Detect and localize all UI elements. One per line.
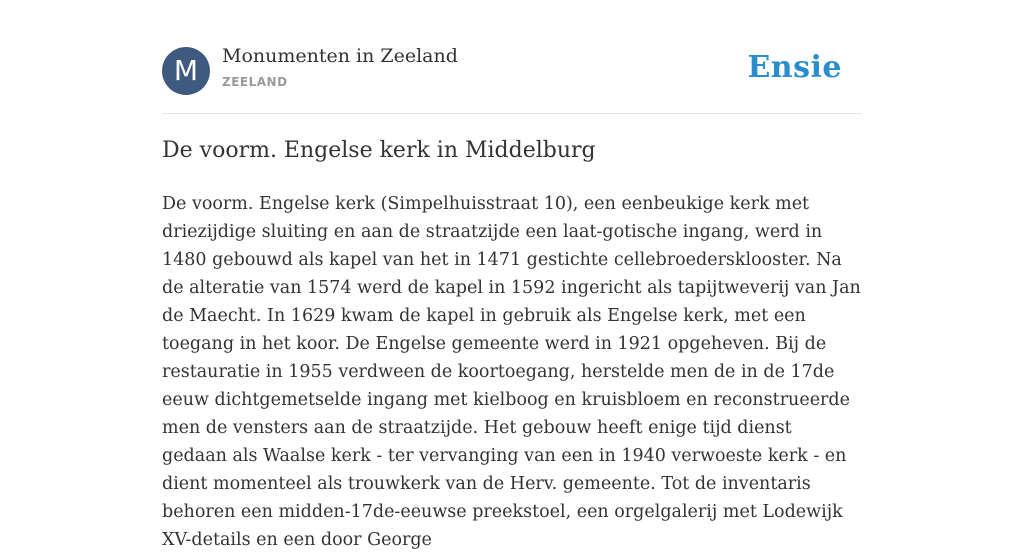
source-category[interactable]: ZEELAND (222, 75, 288, 89)
source-avatar[interactable]: M (162, 47, 210, 95)
article-card (162, 0, 862, 550)
source-name-link[interactable]: Monumenten in Zeeland (222, 45, 458, 67)
ensie-logo[interactable]: Ensie (747, 50, 842, 85)
article-body: De voorm. Engelse kerk (Simpelhuisstraat 10), een eenbeukige kerk met driezijdige sluiting en aan de straatzijde een laat-gotische ingang, werd in 1480 gebouwd als kapel van het in 1471 gestichte cellebroedersklooster. Na de alteratie van 1574 werd de kapel in 1592 ingericht als tapijtweverij van Jan de Maecht. In 1629 kwam de kapel in gebruik als Engelse kerk, met een toegang in het koor. De Engelse gemeente werd in 1921 opgeheven. Bij de restauratie in 1955 verdween de koortoegang, herstelde men de in de 17de eeuw dichtgemetselde ingang met kielboog en kruisbloem en reconstrueerde men de vensters aan de straatzijde. Het gebouw heeft enige tijd dienst gedaan als Waalse kerk - ter vervanging van een in 1940 verwoeste kerk - en dient momenteel als trouwkerk van de Herv. gemeente. Tot de inventaris behoren een midden-17de-eeuwse preekstoel, een orgelgalerij met Lodewijk XV-details en een door George (162, 194, 861, 550)
source-header (162, 0, 862, 114)
article-title: De voorm. Engelse kerk in Middelburg (162, 138, 596, 163)
